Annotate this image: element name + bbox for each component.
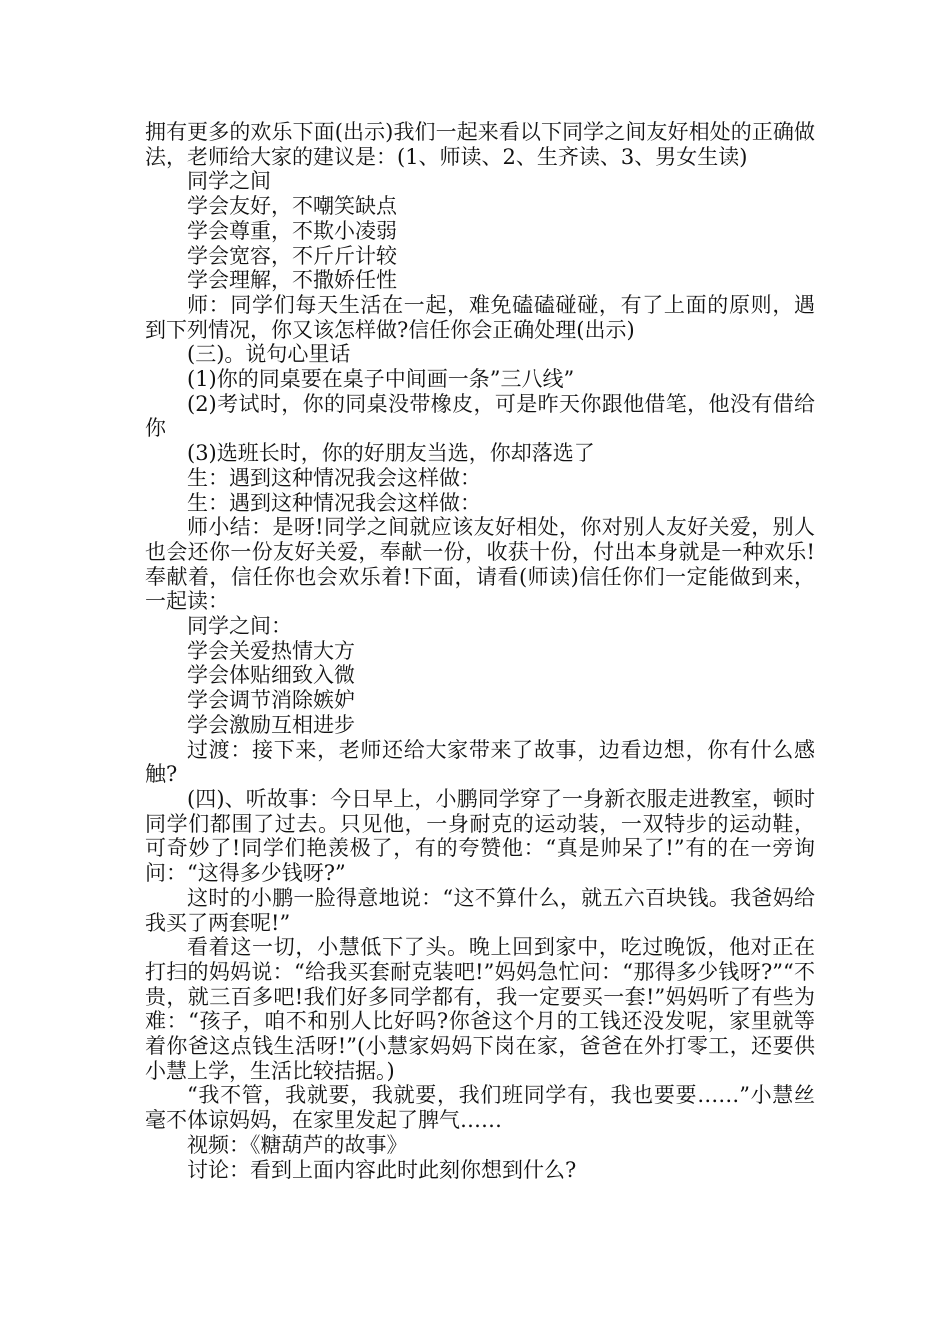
paragraph: 学会友好，不嘲笑缺点 bbox=[187, 194, 397, 219]
paragraph: 生：遇到这种情况我会这样做： bbox=[187, 490, 481, 515]
paragraph: 同学之间 bbox=[187, 169, 271, 194]
paragraph: 学会尊重，不欺小凌弱 bbox=[187, 218, 397, 243]
paragraph: (3)选班长时，你的好朋友当选，你却落选了 bbox=[187, 441, 595, 466]
paragraph: (2)考试时，你的同桌没带橡皮，可是昨天你跟他借笔，他没有借给你 bbox=[145, 391, 815, 441]
paragraph: 拥有更多的欢乐下面(出示)我们一起来看以下同学之间友好相处的正确做法，老师给大家的建议是：(1、师读、2、生齐读、3、男女生读) bbox=[145, 120, 815, 169]
paragraph: 讨论：看到上面内容此时此刻你想到什么? bbox=[187, 1157, 577, 1182]
paragraph: 学会激励互相进步 bbox=[187, 712, 355, 737]
paragraph: 视频：《糖葫芦的故事》 bbox=[187, 1132, 408, 1157]
paragraph: 师小结：是呀!同学之间就应该友好相处，你对别人友好关爱，别人也会还你一份友好关爱，奉献一份，收获十份，付出本身就是一种欢乐!奉献着，信任你也会欢乐着!下面，请看(师读)信任你们一定能做到来，一起读： bbox=[145, 515, 815, 614]
section-heading: (四)、听故事：今日早上，小鹏同学穿了一身新衣服走进教室，顿时同学们都围了过去。只见他，一身耐克的运动装，一双特步的运动鞋，可奇妙了!同学们艳羡极了，有的夸赞他：“真是帅呆了!”有的在一旁询问：“这得多少钱呀?” bbox=[145, 786, 815, 886]
paragraph: 学会调节消除嫉妒 bbox=[187, 688, 355, 713]
paragraph: 生：遇到这种情况我会这样做： bbox=[187, 465, 481, 490]
paragraph: 过渡：接下来，老师还给大家带来了故事，边看边想，你有什么感触? bbox=[145, 737, 815, 787]
paragraph: 学会理解，不撒娇任性 bbox=[187, 268, 397, 293]
paragraph: 师：同学们每天生活在一起，难免磕磕碰碰，有了上面的原则，遇到下列情况，你又该怎样做?信任你会正确处理(出示) bbox=[145, 292, 815, 342]
paragraph: 这时的小鹏一脸得意地说：“这不算什么，就五六百块钱。我爸妈给我买了两套呢!” bbox=[145, 885, 815, 935]
paragraph: “我不管，我就要，我就要，我们班同学有，我也要要……”小慧丝毫不体谅妈妈，在家里发起了脾气…… bbox=[145, 1083, 815, 1133]
paragraph: 看着这一切，小慧低下了头。晚上回到家中，吃过晚饭，他对正在打扫的妈妈说：“给我买套耐克装吧!”妈妈急忙问：“那得多少钱呀?”“不贵，就三百多吧!我们好多同学都有，我一定要买一套!”妈妈听了有些为难：“孩子，咱不和别人比好吗?你爸这个月的工钱还没发呢，家里就等着你爸这点钱生活呀!”(小慧家妈妈下岗在家，爸爸在外打零工，还要供小慧上学，生活比较拮据。) bbox=[145, 935, 815, 1083]
paragraph: 学会关爱热情大方 bbox=[187, 638, 355, 663]
paragraph: 同学之间： bbox=[187, 614, 292, 639]
document-body bbox=[145, 120, 815, 1182]
paragraph: 学会体贴细致入微 bbox=[187, 663, 355, 688]
paragraph: (1)你的同桌要在桌子中间画一条”三八线” bbox=[187, 367, 575, 392]
section-heading: (三)。说句心里话 bbox=[187, 342, 351, 367]
paragraph: 学会宽容，不斤斤计较 bbox=[187, 243, 397, 268]
